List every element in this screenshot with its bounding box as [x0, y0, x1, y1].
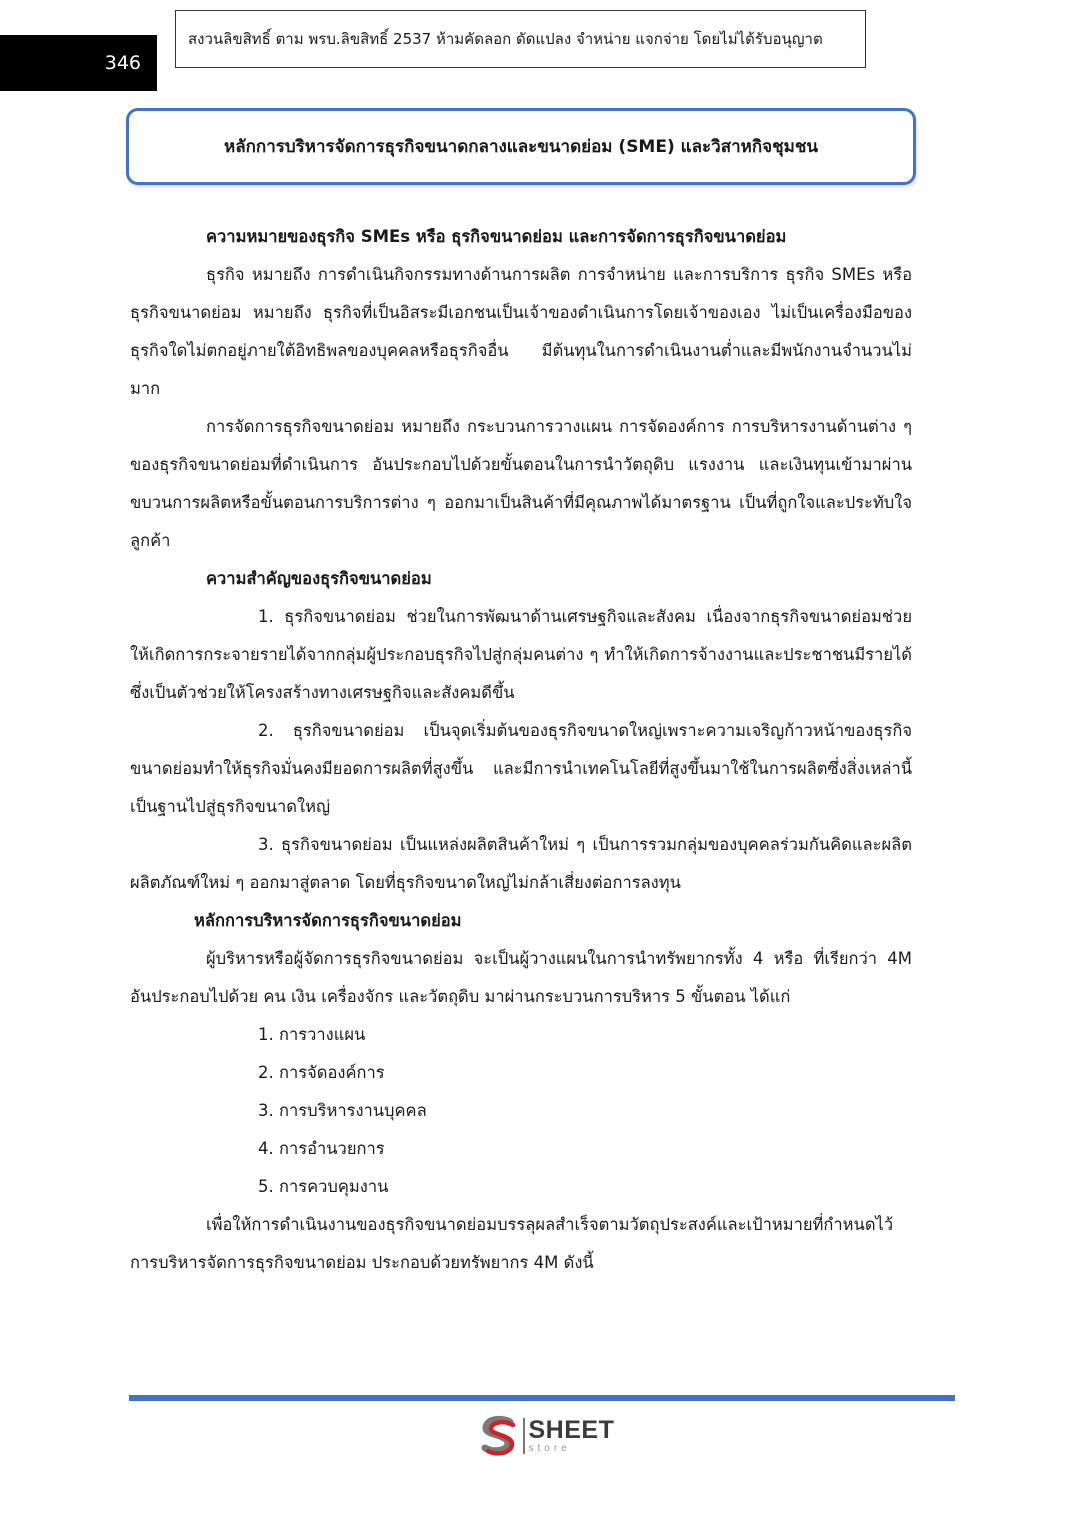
- process-step-4: 4. การอำนวยการ: [258, 1139, 385, 1158]
- paragraph-closing: เพื่อให้การดำเนินงานของธุรกิจขนาดย่อมบรรลุผลสำเร็จตามวัตถุประสงค์และเป้าหมายที่กำหนดไว้การบริหารจัดการธุรกิจขนาดย่อม ประกอบด้วยทรัพยากร 4M ดังนี้: [130, 1215, 894, 1272]
- copyright-text: สงวนลิขสิทธิ์ ตาม พรบ.ลิขสิทธิ์ 2537 ห้ามคัดลอก ดัดแปลง จำหน่าย แจกจ่าย โดยไม่ได้รับอนุญาต: [188, 30, 823, 48]
- document-body: [130, 218, 912, 1282]
- importance-item-1: 1. ธุรกิจขนาดย่อม ช่วยในการพัฒนาด้านเศรษฐกิจและสังคม เนื่องจากธุรกิจขนาดย่อมช่วยให้เกิดการกระจายรายได้จากกลุ่มผู้ประกอบธุรกิจไปสู่กลุ่มคนต่าง ๆ ทำให้เกิดการจ้างงานและประชาชนมีรายได้ ซึ่งเป็นตัวช่วยให้โครงสร้างทางเศรษฐกิจและสังคมดีขึ้น: [130, 607, 912, 702]
- process-step-2: 2. การจัดองค์การ: [258, 1063, 385, 1082]
- importance-item-3: 3. ธุรกิจขนาดย่อม เป็นแหล่งผลิตสินค้าใหม่ ๆ เป็นการรวมกลุ่มของบุคคลร่วมกันคิดและผลิต ผลิตภัณฑ์ใหม่ ๆ ออกมาสู่ตลาด โดยที่ธุรกิจขนาดใหญ่ไม่กล้าเสี่ยงต่อการลงทุน: [130, 835, 912, 892]
- logo-sheet-text: SHEET: [528, 1416, 615, 1444]
- process-step-3: 3. การบริหารงานบุคคล: [258, 1101, 427, 1120]
- paragraph-principles-intro: ผู้บริหารหรือผู้จัดการธุรกิจขนาดย่อม จะเป็นผู้วางแผนในการนำทรัพยากรทั้ง 4 หรือ ที่เรียกว่า 4M อันประกอบไปด้วย คน เงิน เครื่องจักร และวัตถุดิบ มาผ่านกระบวนการบริหาร 5 ขั้นตอน ได้แก่: [130, 949, 912, 1006]
- logo-store-text: store: [528, 1443, 571, 1454]
- paragraph-business-definition: ธุรกิจ หมายถึง การดำเนินกิจกรรมทางด้านการผลิต การจำหน่าย และการบริการ ธุรกิจ SMEs หรือธุรกิจขนาดย่อม หมายถึง ธุรกิจที่เป็นอิสระมีเอกชนเป็นเจ้าของดำเนินการโดยเจ้าของเอง ไม่เป็นเครื่องมือของธุรกิจใดไม่ตกอยู่ภายใต้อิทธิพลของบุคคลหรือธุรกิจอื่น มีต้นทุนในการดำเนินงานต่ำและมีพนักงานจำนวนไม่มาก: [130, 265, 912, 398]
- copyright-notice: [175, 10, 866, 68]
- logo-wordmark: [529, 1418, 615, 1454]
- page-number: 346: [104, 52, 141, 74]
- section-heading-importance: ความสำคัญของธุรกิจขนาดย่อม: [206, 569, 432, 588]
- sheet-store-logo: [477, 1412, 627, 1460]
- page-number-badge: [0, 35, 157, 91]
- footer-divider: [129, 1395, 955, 1401]
- chapter-title: หลักการบริหารจัดการธุรกิจขนาดกลางและขนาดย่อม (SME) และวิสาหกิจชุมชน: [223, 137, 818, 157]
- process-step-5: 5. การควบคุมงาน: [258, 1177, 389, 1196]
- section-heading-definition: ความหมายของธุรกิจ SMEs หรือ ธุรกิจขนาดย่อม และการจัดการธุรกิจขนาดย่อม: [206, 227, 787, 246]
- sheet-store-logo-icon: [477, 1414, 521, 1458]
- section-heading-principles: หลักการบริหารจัดการธุรกิจขนาดย่อม: [194, 911, 462, 930]
- chapter-title-box: [126, 108, 916, 185]
- paragraph-management-definition: การจัดการธุรกิจขนาดย่อม หมายถึง กระบวนการวางแผน การจัดองค์การ การบริหารงานด้านต่าง ๆ ของธุรกิจขนาดย่อมที่ดำเนินการ อันประกอบไปด้วยขั้นตอนในการนำวัตถุดิบ แรงงาน และเงินทุนเข้ามาผ่านขบวนการผลิตหรือขั้นตอนการบริการต่าง ๆ ออกมาเป็นสินค้าที่มีคุณภาพได้มาตรฐาน เป็นที่ถูกใจและประทับใจลูกค้า: [130, 417, 912, 550]
- logo-divider: [523, 1418, 525, 1454]
- process-step-1: 1. การวางแผน: [258, 1025, 366, 1044]
- importance-item-2: 2. ธุรกิจขนาดย่อม เป็นจุดเริ่มต้นของธุรกิจขนาดใหญ่เพราะความเจริญก้าวหน้าของธุรกิจขนาดย่อมทำให้ธุรกิจมั่นคงมียอดการผลิตที่สูงขึ้น และมีการนำเทคโนโลยีที่สูงขึ้นมาใช้ในการผลิตซึ่งสิ่งเหล่านี้เป็นฐานไปสู่ธุรกิจขนาดใหญ่: [130, 721, 912, 816]
